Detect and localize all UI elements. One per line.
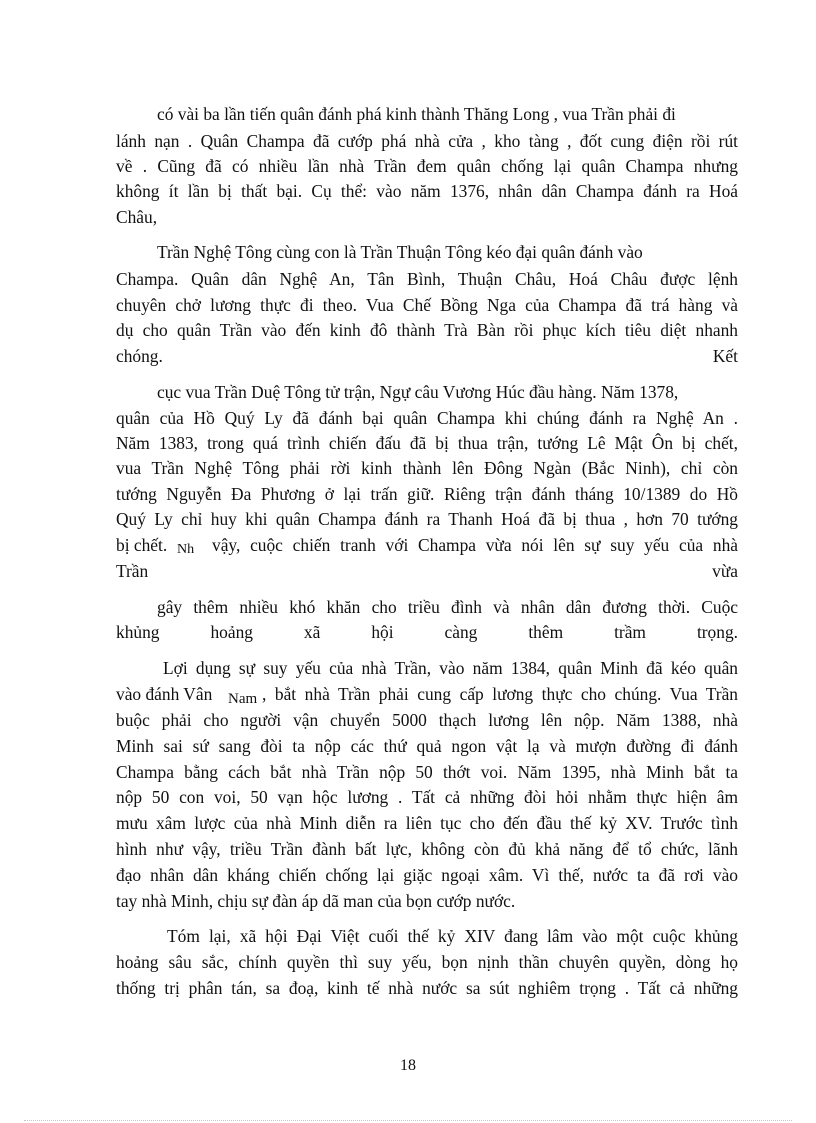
text-line: Châu, <box>116 207 158 227</box>
text-fragment: Nh <box>177 542 195 557</box>
text-line: gây thêm nhiều khó khăn cho triều đình và nhân dân đương thời. Cuộc <box>157 597 738 617</box>
text-line: Trần <box>116 561 149 581</box>
text-line: vào đánh Vân <box>116 684 213 704</box>
text-line: không ít lần bị thất bại. Cụ thể: vào năm 1376, nhân dân Champa đánh ra Hoá <box>116 181 738 201</box>
text-line: có vài ba lần tiến quân đánh phá kinh thành Thăng Long , vua Trần phải đi <box>157 104 676 124</box>
text-line: Kết <box>712 346 738 366</box>
text-line: Quý Ly chỉ huy khi quân Champa đánh ra Thanh Hoá đã bị thua , hơn 70 tướng <box>116 509 738 529</box>
text-line: vua Trần Nghệ Tông phải rời kinh thành lên Đông Ngàn (Bắc Ninh), chỉ còn <box>116 458 738 478</box>
text-line: hình như vậy, triều Trần đành bất lực, không còn đủ khả năng để tổ chức, lãnh <box>116 839 738 859</box>
page-bottom-border <box>24 1120 792 1121</box>
text-line: lánh nạn . Quân Champa đã cướp phá nhà cửa , kho tàng , đốt cung điện rồi rút <box>116 131 738 151</box>
text-line: mưu xâm lược của nhà Minh diễn ra liên tục cho đến đầu thế kỷ XV. Trước tình <box>116 813 738 833</box>
text-line: Năm 1383, trong quá trình chiến đấu đã bị thua trận, tướng Lê Mật Ôn bị chết, <box>116 433 738 453</box>
text-line: chuyên chở lương thực đi theo. Vua Chế Bồng Nga của Champa đã trá hàng và <box>116 295 738 315</box>
text-line: về . Cũng đã có nhiều lần nhà Trần đem quân chống lại quân Champa nhưng <box>116 156 738 176</box>
text-line: tay nhà Minh, chịu sự đàn áp dã man của bọn cướp nước. <box>116 891 516 911</box>
text-line: cục vua Trần Duệ Tông tử trận, Ngự câu Vương Húc đầu hàng. Năm 1378, <box>157 382 679 402</box>
text-line: buộc phải cho người vận chuyển 5000 thạch lương lên nộp. Năm 1388, nhà <box>116 710 738 730</box>
text-line: Tóm lại, xã hội Đại Việt cuối thế kỷ XIV đang lâm vào một cuộc khủng <box>167 926 738 946</box>
text-line: Champa. Quân dân Nghệ An, Tân Bình, Thuận Châu, Hoá Châu được lệnh <box>116 269 738 289</box>
text-fragment: Nam <box>228 691 258 707</box>
text-line: Trần Nghệ Tông cùng con là Trần Thuận Tông kéo đại quân đánh vào <box>157 242 643 262</box>
text-line: , bắt nhà Trần phải cung cấp lương thực cho chúng. Vua Trần <box>262 684 738 704</box>
text-line: đạo nhân dân kháng chiến chống lại giặc ngoại xâm. Vì thế, nước ta đã rơi vào <box>116 865 738 885</box>
page-number: 18 <box>400 1057 416 1074</box>
text-line: thống trị phân tán, sa đoạ, kinh tế nhà nước sa sút nghiêm trọng . Tất cả những <box>116 978 738 998</box>
text-line: chóng. <box>116 346 163 366</box>
text-line: tướng Nguyễn Đa Phương ở lại trấn giữ. Riêng trận đánh tháng 10/1389 do Hồ <box>116 484 738 504</box>
text-line: bị chết. <box>116 535 168 555</box>
text-line: vậy, cuộc chiến tranh với Champa vừa nói lên sự suy yếu của nhà <box>212 535 738 555</box>
text-line: nộp 50 con voi, 50 vạn hộc lương . Tất cả những đòi hỏi nhằm thực hiện âm <box>116 787 738 807</box>
text-line: Champa bằng cách bắt nhà Trần nộp 50 thớt voi. Năm 1395, nhà Minh bắt ta <box>116 762 738 782</box>
text-line: vừa <box>712 561 738 581</box>
text-line: dụ cho quân Trần vào đến kinh đô thành Trà Bàn rồi phục kích tiêu diệt nhanh <box>116 320 738 340</box>
text-line: Minh sai sứ sang đòi ta nộp các thứ quả ngon vật lạ và mượn đường đi đánh <box>116 736 738 756</box>
text-line: hoảng sâu sắc, chính quyền thì suy yếu, bọn nịnh thần chuyên quyền, dòng họ <box>116 952 738 972</box>
text-line: khủng hoảng xã hội càng thêm trầm trọng. <box>116 622 738 642</box>
text-line: quân của Hồ Quý Ly đã đánh bại quân Champa khi chúng đánh ra Nghệ An . <box>116 408 738 428</box>
text-line: Lợi dụng sự suy yếu của nhà Trần, vào năm 1384, quân Minh đã kéo quân <box>163 658 738 678</box>
